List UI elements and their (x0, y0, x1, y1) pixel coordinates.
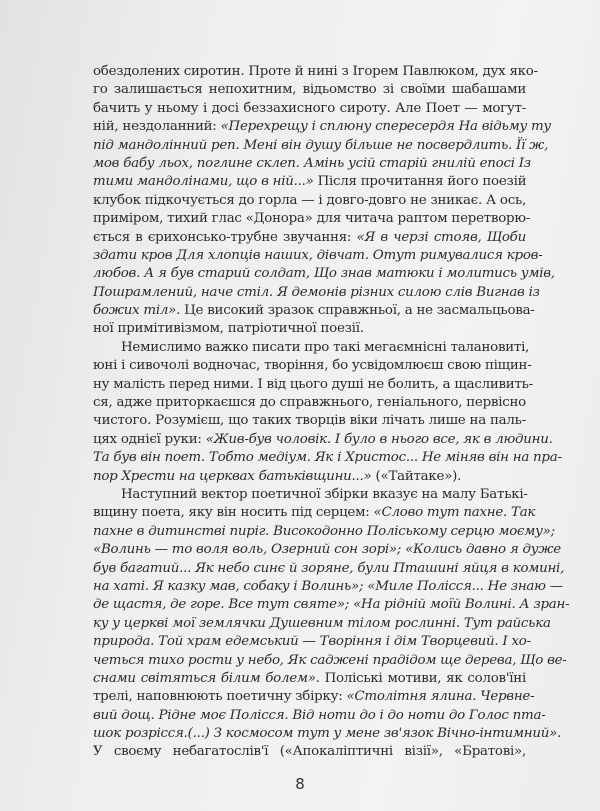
text-line (93, 560, 565, 578)
quote-text: любов. А я був старий солдат, Що знав матюки і молитись умів, (93, 266, 555, 282)
body-text: ну малість перед ними. І від цього душі не болить, а щасливить- (93, 376, 533, 392)
text-line (93, 596, 570, 614)
quote-text: тими мандолінами, що в ній...» (93, 174, 314, 190)
body-text: вщину поета, яку він носить під серцем: (93, 505, 374, 521)
body-text: ється в єрихонсько-трубне звучання: (93, 229, 357, 245)
body-text: У своєму небагатослів'ї («Апокаліптичні візії», «Братові», (93, 744, 526, 760)
text-line (93, 357, 532, 375)
text-line (93, 320, 526, 338)
text-line (93, 376, 533, 394)
quote-text: «Я в черзі стояв, Щоби (356, 229, 526, 245)
text-line (93, 431, 553, 449)
quote-text: Та був він поет. Тобто медіум. Як і Христос... Не міняв він на пра- (93, 450, 562, 466)
text-line (93, 743, 526, 761)
text-line (93, 633, 531, 651)
quote-text: «Перехрещу і сплюну спересердя На відьму ту (220, 119, 551, 135)
text-line (93, 578, 563, 596)
body-text: го залишається непохитним, відьомство зі своїми шабашами (93, 82, 526, 98)
body-text: Наступний вектор поетичної збірки вказує на малу Батькі- (121, 486, 528, 502)
quote-text: «Жив-був чоловік. І було в нього все, як в людини. (205, 431, 553, 447)
quote-text: мов бабу льох, поглине склеп. Амінь усій старій гнилій епосі Із (93, 155, 531, 171)
quote-text: пор Хрести на церквах батьківщини...» (93, 468, 372, 484)
quote-text: під мандолінний реп. Мені він душу більше не посвердлить. Її ж, (93, 137, 549, 153)
text-line (93, 173, 526, 191)
body-text: цях однієї руки: (93, 431, 206, 447)
quote-text: ку у церкві мої землячки Душевним тілом рослинні. Тут райська (93, 615, 551, 631)
quote-text: шок розрісся.(...) З космосом тут у мене зв'язок Вічно-інтимний». (93, 726, 562, 742)
text-line (93, 486, 526, 504)
body-text: Після прочитання його поезій (313, 174, 527, 190)
text-line (93, 302, 535, 320)
text-line (93, 247, 543, 265)
text-line (93, 541, 561, 559)
text-line (93, 468, 526, 486)
text-line (93, 100, 526, 118)
text-line (93, 63, 538, 81)
body-text: трелі, наповнюють поетичну збірку: (93, 689, 347, 705)
text-line (93, 339, 530, 357)
quote-text: «Волинь — то воля воль, Озерний сон зорі»; «Колись давно я дуже (93, 542, 561, 558)
body-text: ної примітивізмом, патріотичної поезії. (93, 321, 364, 337)
text-line (93, 210, 531, 228)
text-line (93, 118, 551, 136)
quote-text: був багатий... Як небо синє й зоряне, були Пташині яйця в комині, (93, 560, 565, 576)
text-line (93, 725, 562, 743)
body-text: Поліські мотиви, як солов'їні (319, 670, 526, 686)
body-text: («Тайтаке»). (371, 468, 462, 484)
quote-text: «Столітня ялина. Червне- (346, 689, 535, 705)
text-line (93, 652, 567, 670)
quote-text: божих тіл». (93, 303, 181, 319)
text-line (93, 192, 526, 210)
body-text: ній, нездоланний: (93, 119, 221, 135)
body-text: чистого. Розумієш, що таких творців віки лічать лише на паль- (93, 413, 526, 429)
body-text: ся, адже приторкаєшся до справжнього, геніального, первісно (93, 395, 526, 411)
body-text: обездолених сиротин. Проте й нині з Ігорем Павлюком, дух яко- (93, 64, 538, 79)
body-text: Немислимо важко писати про такі мегаємнісні талановиті, (121, 339, 530, 355)
quote-text: вий дощ. Рідне моє Полісся. Від ноти до і до ноти до Голос пта- (93, 707, 546, 723)
text-line (93, 265, 555, 283)
text-line (93, 284, 540, 302)
quote-text: четься тихо рости у небо, Як саджені прадідом ще дерева, Що ве- (93, 652, 567, 668)
quote-text: Пошрамлений, наче стіл. Я демонів різних силою слів Вигнав із (93, 284, 540, 300)
text-line (93, 449, 562, 467)
text-line (93, 707, 546, 725)
quote-text: природа. Той храм едемський — Творіння і дім Творцевий. І хо- (93, 634, 531, 650)
page-body-text (93, 63, 570, 762)
quote-text: снами світяться білим болем». (93, 670, 320, 686)
text-line (93, 155, 531, 173)
quote-text: де щастя, де горе. Все тут святе»; «На рідній моїй Волині. А зран- (93, 597, 570, 613)
text-line (93, 394, 526, 412)
text-line (93, 504, 536, 522)
text-line (93, 137, 549, 155)
text-line (93, 688, 535, 706)
body-text: бачить у ньому і досі беззахисного сироту. Але Поет — могут- (93, 100, 526, 116)
body-text: клубок підкочується до горла — і довго-довго не зникає. А ось, (93, 192, 526, 208)
text-line (93, 670, 526, 688)
text-line (93, 81, 526, 99)
text-line (93, 523, 555, 541)
quote-text: здати кров Для хлопців наших, дівчат. Отут римувалися кров- (93, 247, 543, 263)
body-text: Це високий зразок справжньої, а не засмальцьова- (180, 303, 535, 319)
quote-text: пахне в дитинстві пиріг. Високодонно Поліському серцю моєму»; (93, 523, 555, 539)
body-text: юні і сивочолі водночас, творіння, бо усвідомлюєш свою піщин- (93, 358, 532, 374)
page-number: 8 (295, 775, 305, 793)
text-line (93, 412, 526, 430)
quote-text: на хаті. Я казку мав, собаку і Волинь»; «Миле Полісся... Не знаю — (93, 578, 563, 594)
text-line (93, 615, 551, 633)
quote-text: «Слово тут пахне. Так (373, 505, 536, 521)
text-line (93, 229, 526, 247)
body-text: приміром, тихий глас «Донора» для читача раптом перетворю- (93, 211, 531, 227)
